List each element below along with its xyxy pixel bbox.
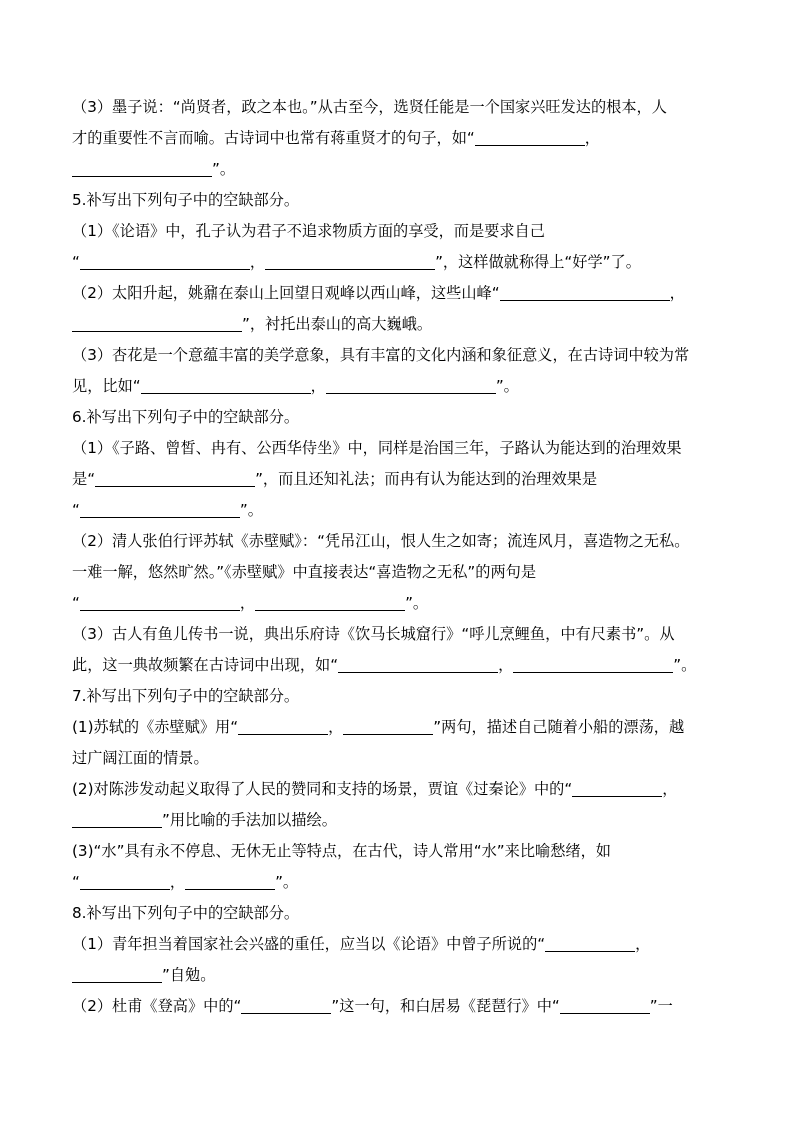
- q7-sub2-text: (2)对陈涉发动起义取得了人民的赞同和支持的场景，贾谊《过秦论》中的“: [72, 780, 573, 798]
- q6-sub2-line3: [72, 588, 720, 619]
- q6-sub2-text: 一难一解，悠然旷然。”《赤壁赋》中直接表达“喜造物之无私”的两句是: [72, 563, 537, 581]
- q6-sub1-text: ”。: [239, 501, 263, 519]
- q7-sub2-text: ，: [662, 780, 678, 798]
- q6-sub1-text: 是“: [72, 470, 96, 488]
- question-heading: 7.补写出下列句子中的空缺部分。: [72, 687, 300, 705]
- answer-blank[interactable]: [238, 716, 328, 735]
- q7-sub3-text: ，: [169, 873, 186, 891]
- q6-sub1-text: “: [72, 501, 80, 519]
- q7-sub1-line1: [72, 712, 720, 743]
- q6-sub1-line1: [72, 433, 720, 464]
- answer-blank[interactable]: [241, 995, 331, 1014]
- q8-sub1-text: ，: [635, 935, 651, 953]
- q5-sub1-text: ”，这样做就称得上“好学”了。: [435, 253, 641, 271]
- q7-sub3-line2: [72, 867, 720, 898]
- q7-sub3-text: “: [72, 873, 80, 891]
- answer-blank[interactable]: [500, 282, 670, 301]
- q5-sub3-text: 见，比如“: [72, 377, 141, 395]
- answer-blank[interactable]: [560, 995, 650, 1014]
- q5-sub1-line2: [72, 247, 720, 278]
- question-heading: 6.补写出下列句子中的空缺部分。: [72, 408, 300, 426]
- answer-blank[interactable]: [326, 375, 496, 394]
- answer-blank[interactable]: [475, 127, 585, 146]
- q8-sub1-line1: [72, 929, 720, 960]
- q5-sub3-line2: [72, 371, 720, 402]
- q5-sub2-text: （2）太阳升起，姚鼐在泰山上回望日观峰以西山峰，这些山峰“: [72, 284, 500, 302]
- exam-page: [72, 92, 720, 1022]
- answer-blank[interactable]: [72, 158, 212, 177]
- q5-sub3-text: ，: [310, 377, 326, 395]
- q5-heading: [72, 185, 720, 216]
- q5-sub2-line1: [72, 278, 720, 309]
- q4-sub3-text: ，: [584, 129, 600, 147]
- answer-blank[interactable]: [95, 468, 255, 487]
- answer-blank[interactable]: [545, 933, 635, 952]
- q5-sub2-text: ，: [669, 284, 685, 302]
- q8-sub2-text: ”这一句，和白居易《琵琶行》中“: [331, 997, 560, 1015]
- q7-sub3-line1: [72, 836, 720, 867]
- q7-sub2-text: ”用比喻的手法加以描绘。: [162, 811, 337, 829]
- q7-sub1-text: ，: [328, 718, 344, 736]
- answer-blank[interactable]: [572, 778, 662, 797]
- answer-blank[interactable]: [72, 964, 162, 983]
- answer-blank[interactable]: [185, 871, 275, 890]
- q5-sub1-text: ，: [249, 253, 266, 271]
- q6-sub3-text: ，: [498, 656, 514, 674]
- q6-sub2-line2: [72, 557, 720, 588]
- q6-sub2-text: ”。: [405, 594, 429, 612]
- q4-sub3-text: 才的重要性不言而喻。古诗词中也常有蒋重贤才的句子，如“: [72, 129, 475, 147]
- q6-sub3-text: （3）古人有鱼儿传书一说，典出乐府诗《饮马长城窟行》“呼儿烹鲤鱼，中有尺素书”。从: [72, 625, 675, 643]
- q7-sub3-text: (3)“水”具有永不停息、无休无止等特点，在古代，诗人常用“水”来比喻愁绪，如: [72, 842, 611, 860]
- q5-sub1-text: “: [72, 253, 80, 271]
- q7-sub2-line2: [72, 805, 720, 836]
- q4-sub3-line2: [72, 123, 720, 154]
- q5-sub2-line2: [72, 309, 720, 340]
- q8-sub2-line1: [72, 991, 720, 1022]
- answer-blank[interactable]: [255, 592, 405, 611]
- q5-sub1-line1: [72, 216, 720, 247]
- answer-blank[interactable]: [343, 716, 433, 735]
- q4-sub3-text: ”。: [212, 160, 236, 178]
- q6-sub1-line2: [72, 464, 720, 495]
- answer-blank[interactable]: [80, 592, 240, 611]
- q5-sub3-text: （3）杏花是一个意蕴丰富的美学意象，具有丰富的文化内涵和象征意义，在古诗词中较为常: [72, 346, 690, 364]
- q6-sub2-text: “: [72, 594, 80, 612]
- q7-sub1-text: ”两句，描述自己随着小船的漂荡，越: [433, 718, 685, 736]
- q6-sub3-text: 此，这一典故频繁在古诗词中出现，如“: [72, 656, 339, 674]
- question-heading: 5.补写出下列句子中的空缺部分。: [72, 191, 300, 209]
- answer-blank[interactable]: [338, 654, 498, 673]
- q8-sub1-text: ”自勉。: [162, 966, 216, 984]
- answer-blank[interactable]: [141, 375, 311, 394]
- q6-sub3-line1: [72, 619, 720, 650]
- q6-sub3-text: ”。: [673, 656, 697, 674]
- q6-sub1-line3: [72, 495, 720, 526]
- q5-sub1-text: （1）《论语》中，孔子认为君子不追求物质方面的享受，而是要求自己: [72, 222, 545, 240]
- q4-sub3-text: （3）墨子说：“尚贤者，政之本也。”从古至今，选贤任能是一个国家兴旺发达的根本，人: [72, 98, 667, 116]
- answer-blank[interactable]: [80, 251, 250, 270]
- answer-blank[interactable]: [265, 251, 435, 270]
- q6-sub3-line2: [72, 650, 720, 681]
- q7-sub1-text: (1)苏轼的《赤壁赋》用“: [72, 718, 239, 736]
- answer-blank[interactable]: [72, 809, 162, 828]
- q8-sub1-line2: [72, 960, 720, 991]
- q7-sub2-line1: [72, 774, 720, 805]
- q6-sub1-text: （1）《子路、曾皙、冉有、公西华侍坐》中，同样是治国三年，子路认为能达到的治理效果: [72, 439, 682, 457]
- question-heading: 8.补写出下列句子中的空缺部分。: [72, 904, 300, 922]
- q6-sub2-text: ，: [239, 594, 256, 612]
- answer-blank[interactable]: [80, 499, 240, 518]
- q6-sub1-text: ”，而且还知礼法；而冉有认为能达到的治理效果是: [255, 470, 598, 488]
- q6-heading: [72, 402, 720, 433]
- answer-blank[interactable]: [72, 313, 242, 332]
- answer-blank[interactable]: [513, 654, 673, 673]
- answer-blank[interactable]: [80, 871, 170, 890]
- q5-sub3-text: ”。: [495, 377, 519, 395]
- q6-sub2-line1: [72, 526, 720, 557]
- q7-sub1-line2: [72, 743, 720, 774]
- q8-heading: [72, 898, 720, 929]
- q8-sub2-text: ”一: [649, 997, 673, 1015]
- q7-sub1-text: 过广阔江面的情景。: [72, 749, 209, 767]
- q8-sub1-text: （1）青年担当着国家社会兴盛的重任，应当以《论语》中曾子所说的“: [72, 935, 546, 953]
- q4-sub3-line3: [72, 154, 720, 185]
- q6-sub2-text: （2）清人张伯行评苏轼《赤壁赋》：“凭吊江山，恨人生之如寄；流连风月，喜造物之无私。: [72, 532, 690, 550]
- q7-sub3-text: ”。: [275, 873, 299, 891]
- q5-sub3-line1: [72, 340, 720, 371]
- q5-sub2-text: ”，衬托出泰山的高大巍峨。: [242, 315, 433, 333]
- q7-heading: [72, 681, 720, 712]
- q8-sub2-text: （2）杜甫《登高》中的“: [72, 997, 242, 1015]
- q4-sub3-line1: [72, 92, 720, 123]
